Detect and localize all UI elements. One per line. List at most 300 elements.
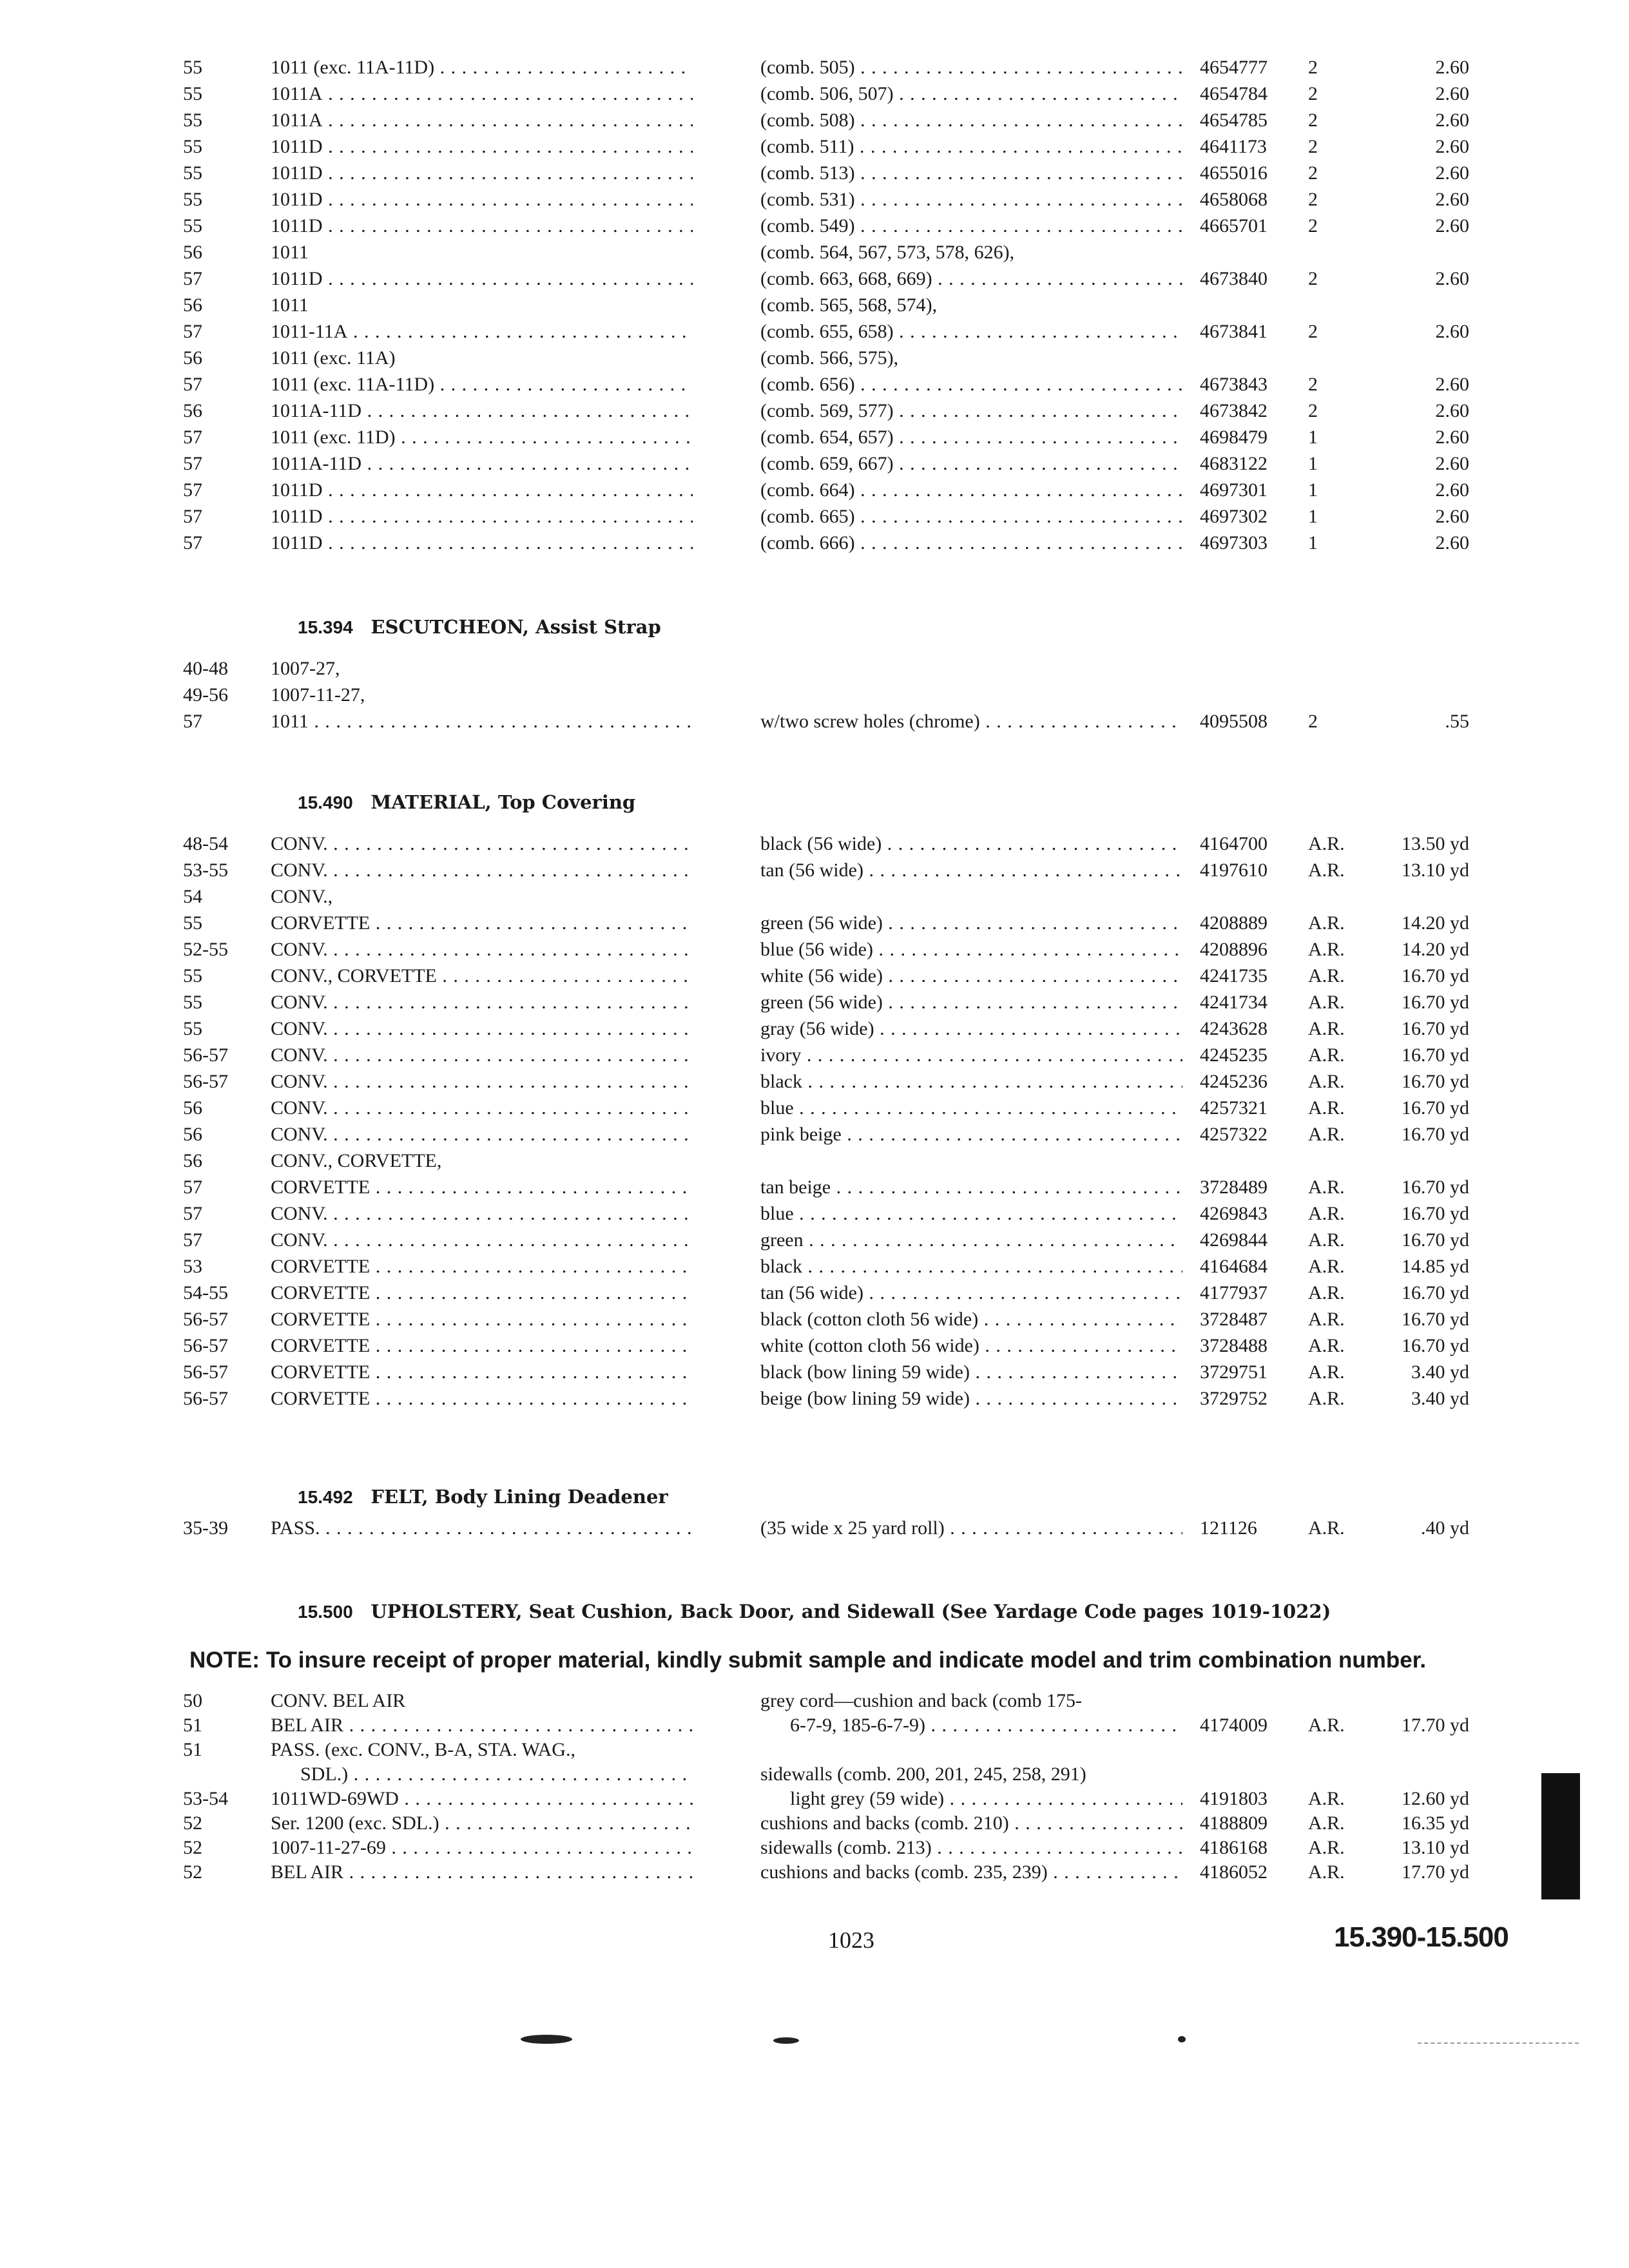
part-number-cell: 4245236 (1200, 1071, 1268, 1092)
quantity-cell: A.R. (1308, 1203, 1345, 1224)
quantity-cell: A.R. (1308, 1715, 1345, 1736)
model-cell: 1011WD-69WD . . . (271, 1786, 693, 1812)
part-number-cell: 4673842 (1200, 400, 1268, 421)
model-cell: CORVETTE . . . (271, 1307, 693, 1332)
model-cell: CORVETTE . . . (271, 1386, 693, 1412)
model-cell: CONV. . . . (271, 1201, 693, 1227)
model-cell: BEL AIR . . . (271, 1860, 693, 1885)
description-cell: (comb. 549) . . . (760, 213, 1182, 239)
quantity-cell: A.R. (1308, 1861, 1345, 1883)
table-row (0, 134, 1629, 160)
description-cell: cushions and backs (comb. 210) . . . (760, 1811, 1182, 1836)
price-cell: 16.70 yd (1402, 1282, 1469, 1303)
year-cell: 49-56 (183, 684, 228, 706)
description-cell: blue . . . (760, 1201, 1182, 1227)
year-cell: 57 (183, 268, 202, 289)
year-cell: 57 (183, 374, 202, 395)
table-row (0, 160, 1629, 186)
table-row (0, 1175, 1629, 1200)
model-cell: CORVETTE . . . (271, 1360, 693, 1385)
quantity-cell: 2 (1308, 321, 1318, 342)
table-row (0, 858, 1629, 883)
part-number-cell: 4174009 (1200, 1715, 1268, 1736)
price-cell: 16.70 yd (1402, 1018, 1469, 1039)
price-cell: 16.70 yd (1402, 1177, 1469, 1198)
model-cell: CORVETTE . . . (271, 1280, 693, 1306)
price-cell: 3.40 yd (1411, 1388, 1469, 1409)
thumb-index-tab (1541, 1773, 1580, 1899)
table-row (0, 1860, 1629, 1885)
table-row (0, 1227, 1629, 1253)
quantity-cell: 2 (1308, 711, 1318, 732)
year-cell: 56 (183, 400, 202, 421)
model-cell: 1011D . . . (271, 530, 693, 556)
description-cell: 6-7-9, 185-6-7-9) . . . (760, 1713, 1182, 1738)
quantity-cell: 2 (1308, 268, 1318, 289)
quantity-cell: A.R. (1308, 1229, 1345, 1251)
table-row (0, 1122, 1629, 1148)
part-number-cell: 4673841 (1200, 321, 1268, 342)
description-cell: (comb. 566, 575), (760, 347, 899, 369)
quantity-cell: A.R. (1308, 1124, 1345, 1145)
model-cell: CONV. . . . (271, 1095, 693, 1121)
description-cell: green . . . (760, 1227, 1182, 1253)
price-cell: 14.20 yd (1402, 912, 1469, 934)
note-text: To insure receipt of proper material, kindly submit sample and indicate model and trim combination number. (265, 1648, 1427, 1673)
section-number: 15.394 (298, 617, 353, 637)
table-row (0, 1762, 1629, 1787)
quantity-cell: A.R. (1308, 1309, 1345, 1330)
section-heading-15-394 (298, 612, 661, 642)
price-cell: 16.35 yd (1402, 1812, 1469, 1834)
year-cell: 52 (183, 1812, 202, 1834)
model-cell: 1011 (271, 242, 309, 263)
note (189, 1646, 1426, 1675)
model-cell: CONV., CORVETTE . . . (271, 963, 693, 989)
table-row (0, 1713, 1629, 1738)
part-number-cell: 3728489 (1200, 1177, 1268, 1198)
table-row (0, 1688, 1629, 1714)
table-row (0, 1043, 1629, 1068)
table-row (0, 240, 1629, 265)
part-number-cell: 4641173 (1200, 136, 1267, 157)
year-cell: 53 (183, 1256, 202, 1277)
year-cell: 57 (183, 506, 202, 527)
table-row (0, 709, 1629, 735)
model-cell: CORVETTE . . . (271, 1254, 693, 1280)
quantity-cell: 2 (1308, 189, 1318, 210)
description-cell: (comb. 663, 668, 669) . . . (760, 266, 1182, 292)
model-cell: 1011 (exc. 11D) . . . (271, 425, 693, 450)
scan-rule (1418, 2042, 1579, 2044)
model-cell: 1011D . . . (271, 160, 693, 186)
description-cell: black (56 wide) . . . (760, 831, 1182, 857)
model-cell: CONV. . . . (271, 1227, 693, 1253)
model-cell: 1011A . . . (271, 108, 693, 133)
model-cell: 1011 (exc. 11A-11D) . . . (271, 372, 693, 398)
model-cell: CONV. . . . (271, 1069, 693, 1095)
price-cell: 12.60 yd (1402, 1788, 1469, 1809)
year-cell: 56-57 (183, 1335, 228, 1356)
part-number-cell: 4164684 (1200, 1256, 1268, 1277)
price-cell: 13.10 yd (1402, 860, 1469, 881)
table-row (0, 1307, 1629, 1332)
part-number-cell: 4208896 (1200, 939, 1268, 960)
price-cell: 2.60 (1435, 532, 1469, 553)
price-cell: 2.60 (1435, 268, 1469, 289)
table-row (0, 266, 1629, 292)
quantity-cell: 1 (1308, 506, 1318, 527)
model-cell: 1011 (exc. 11A-11D) . . . (271, 55, 693, 81)
table-row (0, 963, 1629, 989)
table-row (0, 293, 1629, 318)
description-cell: sidewalls (comb. 213) . . . (760, 1835, 1182, 1861)
price-cell: 2.60 (1435, 506, 1469, 527)
quantity-cell: 2 (1308, 110, 1318, 131)
section-heading-15-492 (298, 1482, 668, 1512)
description-cell: (comb. 505) . . . (760, 55, 1182, 81)
model-cell: CORVETTE . . . (271, 1333, 693, 1359)
year-cell: 56 (183, 347, 202, 369)
year-cell: 55 (183, 1018, 202, 1039)
quantity-cell: A.R. (1308, 860, 1345, 881)
price-cell: .40 yd (1421, 1517, 1469, 1539)
description-cell: blue . . . (760, 1095, 1182, 1121)
quantity-cell: A.R. (1308, 1812, 1345, 1834)
price-cell: 2.60 (1435, 479, 1469, 501)
price-cell: 2.60 (1435, 136, 1469, 157)
description-cell: (comb. 508) . . . (760, 108, 1182, 133)
quantity-cell: A.R. (1308, 1044, 1345, 1066)
description-cell: (comb. 656) . . . (760, 372, 1182, 398)
model-cell: 1011A-11D . . . (271, 451, 693, 477)
price-cell: 16.70 yd (1402, 1309, 1469, 1330)
model-cell: CONV. . . . (271, 1122, 693, 1148)
description-cell: (comb. 513) . . . (760, 160, 1182, 186)
model-cell: 1011D . . . (271, 504, 693, 530)
description-cell: white (56 wide) . . . (760, 963, 1182, 989)
description-cell: (comb. 564, 567, 573, 578, 626), (760, 242, 1015, 263)
description-cell: black (bow lining 59 wide) . . . (760, 1360, 1182, 1385)
model-cell: 1011D . . . (271, 266, 693, 292)
part-number-cell: 121126 (1200, 1517, 1257, 1539)
part-number-cell: 4243628 (1200, 1018, 1268, 1039)
model-cell: BEL AIR . . . (271, 1713, 693, 1738)
model-cell: CONV. . . . (271, 831, 693, 857)
table-row (0, 682, 1629, 708)
price-cell: 16.70 yd (1402, 1335, 1469, 1356)
table-row (0, 1515, 1629, 1541)
year-cell: 55 (183, 992, 202, 1013)
year-cell: 55 (183, 136, 202, 157)
section-range: 15.390-15.500 (1334, 1921, 1509, 1953)
year-cell: 57 (183, 479, 202, 501)
year-cell: 57 (183, 1177, 202, 1198)
part-number-cell: 4654784 (1200, 83, 1268, 104)
description-cell: (comb. 659, 667) . . . (760, 451, 1182, 477)
quantity-cell: A.R. (1308, 1335, 1345, 1356)
table-row (0, 81, 1629, 107)
description-cell: tan (56 wide) . . . (760, 858, 1182, 883)
year-cell: 51 (183, 1715, 202, 1736)
description-cell: (comb. 664) . . . (760, 477, 1182, 503)
description-cell: (comb. 654, 657) . . . (760, 425, 1182, 450)
description-cell: (comb. 569, 577) . . . (760, 398, 1182, 424)
year-cell: 56 (183, 1124, 202, 1145)
scan-mark (1178, 2036, 1186, 2042)
model-cell: CONV., (271, 886, 333, 907)
year-cell: 55 (183, 162, 202, 184)
description-cell: (comb. 531) . . . (760, 187, 1182, 213)
model-cell: Ser. 1200 (exc. SDL.) . . . (271, 1811, 693, 1836)
quantity-cell: 2 (1308, 400, 1318, 421)
table-row (0, 1280, 1629, 1306)
part-number-cell: 3728487 (1200, 1309, 1268, 1330)
year-cell: 56-57 (183, 1071, 228, 1092)
part-number-cell: 4257321 (1200, 1097, 1268, 1119)
year-cell: 52-55 (183, 939, 228, 960)
description-cell: green (56 wide) . . . (760, 990, 1182, 1015)
part-number-cell: 4186052 (1200, 1861, 1268, 1883)
year-cell: 54 (183, 886, 202, 907)
price-cell: 14.85 yd (1402, 1256, 1469, 1277)
section-heading-15-490 (298, 787, 635, 817)
quantity-cell: A.R. (1308, 1361, 1345, 1383)
table-row (0, 1835, 1629, 1861)
model-cell: CONV., CORVETTE, (271, 1150, 442, 1171)
description-cell: cushions and backs (comb. 235, 239) . . . (760, 1860, 1182, 1885)
quantity-cell: A.R. (1308, 1388, 1345, 1409)
description-cell: ivory . . . (760, 1043, 1182, 1068)
quantity-cell: 2 (1308, 57, 1318, 78)
table-row (0, 319, 1629, 345)
model-cell: 1011-11A . . . (271, 319, 693, 345)
description-cell: white (cotton cloth 56 wide) . . . (760, 1333, 1182, 1359)
quantity-cell: A.R. (1308, 1018, 1345, 1039)
part-number-cell: 4177937 (1200, 1282, 1268, 1303)
price-cell: 16.70 yd (1402, 1071, 1469, 1092)
section-number: 15.492 (298, 1487, 353, 1507)
section-number: 15.490 (298, 793, 353, 812)
model-cell: 1011D . . . (271, 213, 693, 239)
year-cell: 55 (183, 57, 202, 78)
model-cell: SDL.) . . . (271, 1762, 693, 1787)
description-cell: light grey (59 wide) . . . (760, 1786, 1182, 1812)
year-cell: 40-48 (183, 658, 228, 679)
year-cell: 56-57 (183, 1388, 228, 1409)
section-heading-15-500 (298, 1597, 1331, 1626)
part-number-cell: 4698479 (1200, 427, 1268, 448)
part-number-cell: 4241734 (1200, 992, 1268, 1013)
year-cell: 55 (183, 110, 202, 131)
table-row (0, 990, 1629, 1015)
model-cell: 1011A . . . (271, 81, 693, 107)
table-row (0, 1737, 1629, 1763)
year-cell: 55 (183, 912, 202, 934)
price-cell: 2.60 (1435, 110, 1469, 131)
quantity-cell: A.R. (1308, 1517, 1345, 1539)
description-cell: (comb. 511) . . . (760, 134, 1182, 160)
table-row (0, 372, 1629, 398)
quantity-cell: A.R. (1308, 1097, 1345, 1119)
price-cell: 17.70 yd (1402, 1715, 1469, 1736)
model-cell: CONV. . . . (271, 990, 693, 1015)
year-cell: 56-57 (183, 1309, 228, 1330)
year-cell: 57 (183, 532, 202, 553)
year-cell: 56 (183, 1097, 202, 1119)
model-cell: 1011 (exc. 11A) (271, 347, 396, 369)
model-cell: CONV. BEL AIR (271, 1690, 406, 1711)
part-number-cell: 4655016 (1200, 162, 1268, 184)
description-cell: (comb. 666) . . . (760, 530, 1182, 556)
part-number-cell: 4697302 (1200, 506, 1268, 527)
quantity-cell: A.R. (1308, 965, 1345, 986)
model-cell: 1011D . . . (271, 477, 693, 503)
part-number-cell: 4683122 (1200, 453, 1268, 474)
part-number-cell: 4269844 (1200, 1229, 1268, 1251)
model-cell: CORVETTE . . . (271, 910, 693, 936)
model-cell: CONV. . . . (271, 1043, 693, 1068)
year-cell: 56 (183, 242, 202, 263)
scan-mark (773, 2037, 799, 2044)
quantity-cell: A.R. (1308, 833, 1345, 854)
table-row (0, 656, 1629, 682)
quantity-cell: 2 (1308, 83, 1318, 104)
model-cell: 1011 . . . (271, 709, 693, 735)
table-row (0, 477, 1629, 503)
model-cell: 1007-11-27-69 . . . (271, 1835, 693, 1861)
quantity-cell: A.R. (1308, 939, 1345, 960)
quantity-cell: 2 (1308, 374, 1318, 395)
description-cell: tan (56 wide) . . . (760, 1280, 1182, 1306)
table-row (0, 1333, 1629, 1359)
table-row (0, 398, 1629, 424)
part-number-cell: 4673843 (1200, 374, 1268, 395)
quantity-cell: 1 (1308, 479, 1318, 501)
quantity-cell: A.R. (1308, 1282, 1345, 1303)
table-row (0, 55, 1629, 81)
table-row (0, 831, 1629, 857)
description-cell: (35 wide x 25 yard roll) . . . (760, 1515, 1182, 1541)
table-row (0, 345, 1629, 371)
price-cell: 14.20 yd (1402, 939, 1469, 960)
description-cell: beige (bow lining 59 wide) . . . (760, 1386, 1182, 1412)
scan-mark (521, 2035, 572, 2044)
year-cell: 57 (183, 427, 202, 448)
quantity-cell: 2 (1308, 162, 1318, 184)
table-row (0, 1069, 1629, 1095)
table-row (0, 213, 1629, 239)
price-cell: 16.70 yd (1402, 1124, 1469, 1145)
section-title: UPHOLSTERY, Seat Cushion, Back Door, and Sidewall (See Yardage Code pages 1019-1022) (371, 1600, 1331, 1622)
description-cell: w/two screw holes (chrome) . . . (760, 709, 1182, 735)
year-cell: 57 (183, 321, 202, 342)
table-row (0, 108, 1629, 133)
part-number-cell: 4241735 (1200, 965, 1268, 986)
year-cell: 57 (183, 1229, 202, 1251)
price-cell: 2.60 (1435, 427, 1469, 448)
description-cell: black . . . (760, 1254, 1182, 1280)
part-number-cell: 4164700 (1200, 833, 1268, 854)
quantity-cell: 1 (1308, 532, 1318, 553)
table-row (0, 504, 1629, 530)
price-cell: 2.60 (1435, 215, 1469, 236)
year-cell: 56-57 (183, 1044, 228, 1066)
price-cell: 13.50 yd (1402, 833, 1469, 854)
price-cell: 16.70 yd (1402, 965, 1469, 986)
price-cell: 3.40 yd (1411, 1361, 1469, 1383)
year-cell: 48-54 (183, 833, 228, 854)
model-cell: CORVETTE . . . (271, 1175, 693, 1200)
part-number-cell: 3728488 (1200, 1335, 1268, 1356)
part-number-cell: 4257322 (1200, 1124, 1268, 1145)
part-number-cell: 4188809 (1200, 1812, 1268, 1834)
price-cell: 2.60 (1435, 374, 1469, 395)
price-cell: 2.60 (1435, 400, 1469, 421)
year-cell: 35-39 (183, 1517, 228, 1539)
model-cell: CONV. . . . (271, 937, 693, 963)
table-row (0, 1254, 1629, 1280)
year-cell: 57 (183, 453, 202, 474)
table-row (0, 910, 1629, 936)
part-number-cell: 3729751 (1200, 1361, 1268, 1383)
note-label: NOTE: (189, 1648, 260, 1673)
part-number-cell: 4197610 (1200, 860, 1268, 881)
table-row (0, 425, 1629, 450)
description-cell: tan beige . . . (760, 1175, 1182, 1200)
year-cell: 51 (183, 1739, 202, 1760)
description-cell: grey cord—cushion and back (comb 175- (760, 1690, 1083, 1711)
part-number-cell: 4245235 (1200, 1044, 1268, 1066)
table-row (0, 937, 1629, 963)
price-cell: 16.70 yd (1402, 1044, 1469, 1066)
year-cell: 52 (183, 1861, 202, 1883)
year-cell: 55 (183, 189, 202, 210)
part-number-cell: 4697301 (1200, 479, 1268, 501)
model-cell: 1007-27, (271, 658, 340, 679)
year-cell: 53-55 (183, 860, 228, 881)
description-cell: black (cotton cloth 56 wide) . . . (760, 1307, 1182, 1332)
section-title: FELT, Body Lining Deadener (371, 1486, 668, 1508)
year-cell: 55 (183, 215, 202, 236)
quantity-cell: A.R. (1308, 1256, 1345, 1277)
year-cell: 56 (183, 294, 202, 316)
model-cell: CONV. . . . (271, 858, 693, 883)
section-number: 15.500 (298, 1602, 353, 1622)
quantity-cell: A.R. (1308, 1177, 1345, 1198)
part-number-cell: 3729752 (1200, 1388, 1268, 1409)
quantity-cell: A.R. (1308, 1837, 1345, 1858)
price-cell: 17.70 yd (1402, 1861, 1469, 1883)
description-cell: pink beige . . . (760, 1122, 1182, 1148)
model-cell: 1007-11-27, (271, 684, 365, 706)
price-cell: 2.60 (1435, 453, 1469, 474)
year-cell: 57 (183, 711, 202, 732)
quantity-cell: 1 (1308, 453, 1318, 474)
model-cell: 1011 (271, 294, 309, 316)
model-cell: 1011A-11D . . . (271, 398, 693, 424)
table-row (0, 1016, 1629, 1042)
price-cell: 2.60 (1435, 57, 1469, 78)
table-row (0, 1148, 1629, 1174)
model-cell: 1011D . . . (271, 187, 693, 213)
table-row (0, 1360, 1629, 1385)
description-cell: (comb. 506, 507) . . . (760, 81, 1182, 107)
year-cell: 57 (183, 1203, 202, 1224)
part-number-cell: 4665701 (1200, 215, 1268, 236)
table-row (0, 1095, 1629, 1121)
table-row (0, 451, 1629, 477)
